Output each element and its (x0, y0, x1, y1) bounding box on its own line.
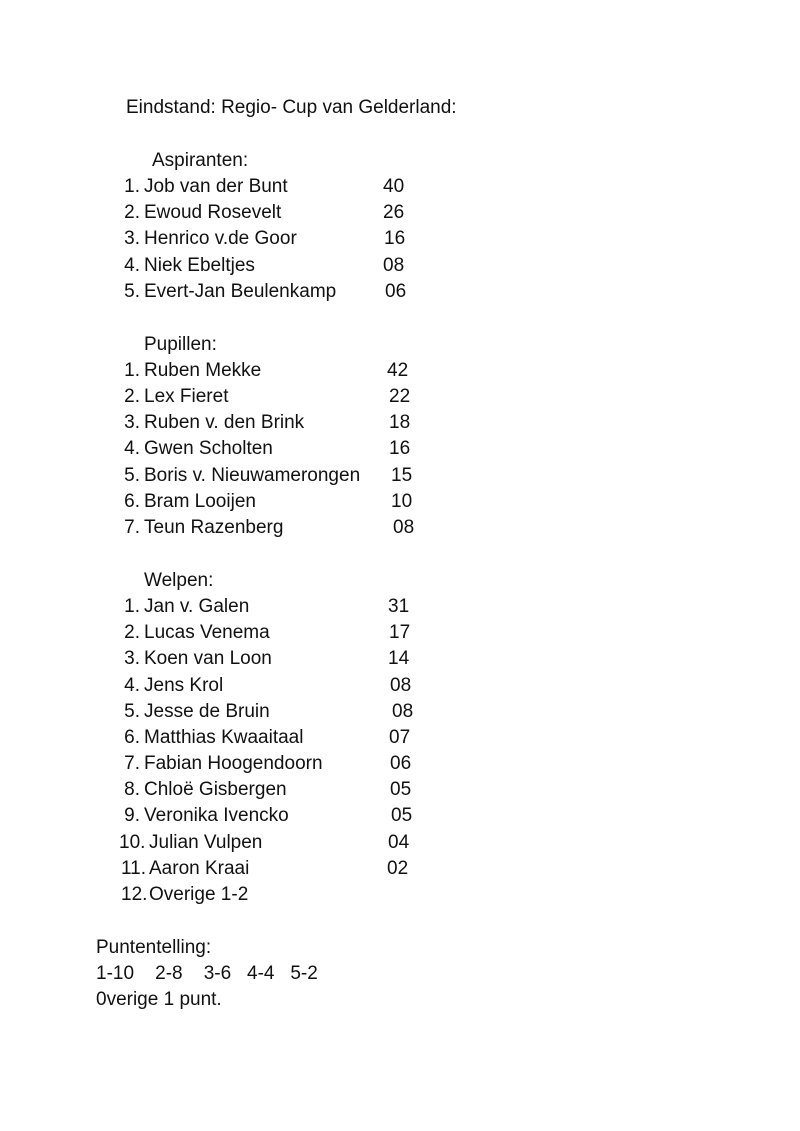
scoring-points: 1-10 2-8 3-6 4-4 5-2 (96, 963, 318, 984)
points: 15 (391, 465, 413, 486)
player-name: Ewoud Rosevelt (144, 202, 282, 223)
points: 42 (387, 360, 409, 381)
points: 22 (389, 386, 411, 407)
player-name: Evert-Jan Beulenkamp (144, 281, 337, 302)
player-name: Overige 1-2 (149, 884, 249, 905)
points: 08 (383, 255, 405, 276)
player-name: Lucas Venema (144, 622, 270, 643)
rank: 8. (124, 779, 140, 800)
scoring-others: 0verige 1 punt. (96, 989, 222, 1010)
points: 02 (387, 858, 409, 879)
rank: 2. (124, 202, 140, 223)
points: 06 (385, 281, 407, 302)
section-heading-aspiranten: Aspiranten: (152, 150, 249, 171)
rank: 1. (124, 360, 140, 381)
rank: 7. (124, 753, 140, 774)
rank: 1. (124, 596, 140, 617)
points: 08 (393, 517, 415, 538)
rank: 10. (119, 832, 146, 853)
points: 08 (390, 675, 412, 696)
points: 05 (390, 779, 412, 800)
rank: 2. (124, 622, 140, 643)
rank: 12. (121, 884, 148, 905)
player-name: Aaron Kraai (149, 858, 250, 879)
player-name: Chloë Gisbergen (144, 779, 287, 800)
player-name: Niek Ebeltjes (144, 255, 255, 276)
player-name: Ruben v. den Brink (144, 412, 305, 433)
points: 18 (389, 412, 411, 433)
player-name: Ruben Mekke (144, 360, 262, 381)
player-name: Gwen Scholten (144, 438, 273, 459)
points: 40 (383, 176, 405, 197)
player-name: Fabian Hoogendoorn (144, 753, 323, 774)
player-name: Henrico v.de Goor (144, 228, 297, 249)
rank: 3. (124, 412, 140, 433)
points: 31 (388, 596, 410, 617)
rank: 3. (124, 228, 140, 249)
player-name: Bram Looijen (144, 491, 256, 512)
player-name: Teun Razenberg (144, 517, 284, 538)
player-name: Jan v. Galen (144, 596, 250, 617)
player-name: Lex Fieret (144, 386, 229, 407)
rank: 6. (124, 491, 140, 512)
points: 08 (392, 701, 414, 722)
rank: 7. (124, 517, 140, 538)
player-name: Julian Vulpen (149, 832, 263, 853)
rank: 3. (124, 648, 140, 669)
player-name: Job van der Bunt (144, 176, 288, 197)
player-name: Koen van Loon (144, 648, 272, 669)
scoring-heading: Puntentelling: (96, 937, 212, 958)
rank: 11. (121, 858, 147, 879)
points: 26 (383, 202, 405, 223)
player-name: Boris v. Nieuwamerongen (144, 465, 361, 486)
player-name: Matthias Kwaaitaal (144, 727, 304, 748)
points: 16 (389, 438, 411, 459)
points: 04 (388, 832, 410, 853)
section-heading-welpen: Welpen: (144, 570, 214, 591)
player-name: Jens Krol (144, 675, 224, 696)
points: 16 (384, 228, 406, 249)
points: 17 (389, 622, 411, 643)
rank: 4. (124, 675, 140, 696)
player-name: Veronika Ivencko (144, 805, 289, 826)
page-title: Eindstand: Regio- Cup van Gelderland: (126, 97, 457, 118)
rank: 6. (124, 727, 140, 748)
points: 06 (390, 753, 412, 774)
rank: 5. (124, 701, 140, 722)
points: 14 (388, 648, 410, 669)
points: 10 (391, 491, 413, 512)
points: 05 (391, 805, 413, 826)
section-heading-pupillen: Pupillen: (144, 334, 217, 355)
rank: 9. (124, 805, 140, 826)
rank: 5. (124, 281, 140, 302)
points: 07 (389, 727, 411, 748)
rank: 2. (124, 386, 140, 407)
rank: 4. (124, 438, 140, 459)
player-name: Jesse de Bruin (144, 701, 270, 722)
rank: 4. (124, 255, 140, 276)
rank: 5. (124, 465, 140, 486)
rank: 1. (124, 176, 140, 197)
